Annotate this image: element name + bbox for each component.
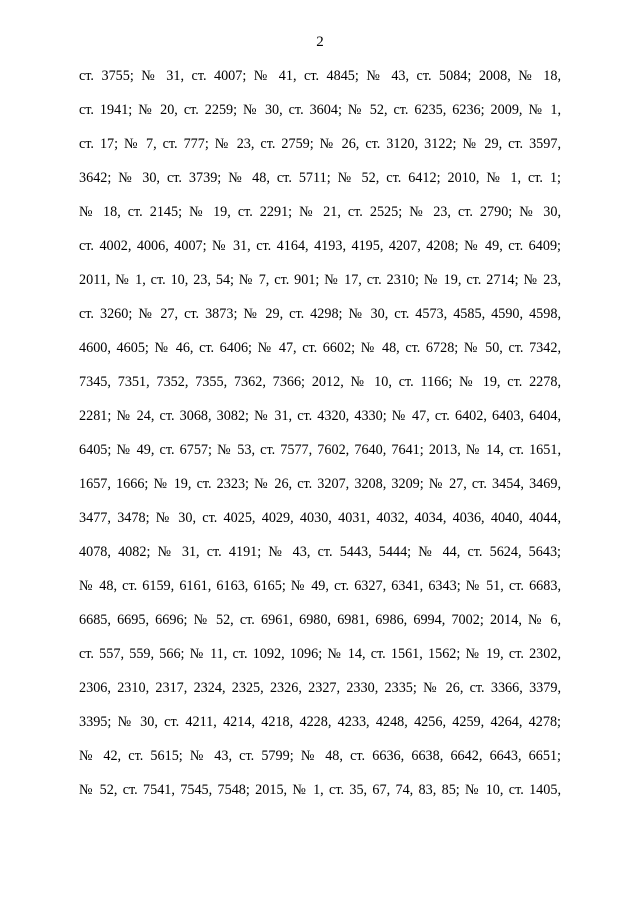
text-line: 4600, 4605; № 46, ст. 6406; № 47, ст. 6602; № 48, ст. 6728; № 50, ст. 7342, — [79, 340, 561, 356]
text-line: 1657, 1666; № 19, ст. 2323; № 26, ст. 3207, 3208, 3209; № 27, ст. 3454, 3469, — [79, 476, 561, 492]
text-line: 4078, 4082; № 31, ст. 4191; № 43, ст. 5443, 5444; № 44, ст. 5624, 5643; — [79, 544, 561, 560]
text-line: ст. 17; № 7, ст. 777; № 23, ст. 2759; № 26, ст. 3120, 3122; № 29, ст. 3597, — [79, 136, 561, 152]
text-line: 3477, 3478; № 30, ст. 4025, 4029, 4030, 4031, 4032, 4034, 4036, 4040, 4044, — [79, 510, 561, 526]
text-line: № 48, ст. 6159, 6161, 6163, 6165; № 49, ст. 6327, 6341, 6343; № 51, ст. 6683, — [79, 578, 561, 594]
text-line: 7345, 7351, 7352, 7355, 7362, 7366; 2012, № 10, ст. 1166; № 19, ст. 2278, — [79, 374, 561, 390]
text-line: 6405; № 49, ст. 6757; № 53, ст. 7577, 7602, 7640, 7641; 2013, № 14, ст. 1651, — [79, 442, 561, 458]
text-line: ст. 4002, 4006, 4007; № 31, ст. 4164, 4193, 4195, 4207, 4208; № 49, ст. 6409; — [79, 238, 561, 254]
text-line: ст. 3755; № 31, ст. 4007; № 41, ст. 4845; № 43, ст. 5084; 2008, № 18, — [79, 68, 561, 84]
text-line: 6685, 6695, 6696; № 52, ст. 6961, 6980, 6981, 6986, 6994, 7002; 2014, № 6, — [79, 612, 561, 628]
text-line: № 42, ст. 5615; № 43, ст. 5799; № 48, ст. 6636, 6638, 6642, 6643, 6651; — [79, 748, 561, 764]
text-line: ст. 3260; № 27, ст. 3873; № 29, ст. 4298; № 30, ст. 4573, 4585, 4590, 4598, — [79, 306, 561, 322]
text-line: 2306, 2310, 2317, 2324, 2325, 2326, 2327, 2330, 2335; № 26, ст. 3366, 3379, — [79, 680, 561, 696]
text-line: 3642; № 30, ст. 3739; № 48, ст. 5711; № 52, ст. 6412; 2010, № 1, ст. 1; — [79, 170, 561, 186]
text-line: № 52, ст. 7541, 7545, 7548; 2015, № 1, ст. 35, 67, 74, 83, 85; № 10, ст. 1405, — [79, 782, 561, 798]
text-line: 2281; № 24, ст. 3068, 3082; № 31, ст. 4320, 4330; № 47, ст. 6402, 6403, 6404, — [79, 408, 561, 424]
text-line: 2011, № 1, ст. 10, 23, 54; № 7, ст. 901; № 17, ст. 2310; № 19, ст. 2714; № 23, — [79, 272, 561, 288]
text-line: № 18, ст. 2145; № 19, ст. 2291; № 21, ст. 2525; № 23, ст. 2790; № 30, — [79, 204, 561, 220]
text-line: ст. 1941; № 20, ст. 2259; № 30, ст. 3604; № 52, ст. 6235, 6236; 2009, № 1, — [79, 102, 561, 118]
page-number: 2 — [316, 34, 324, 50]
text-line: 3395; № 30, ст. 4211, 4214, 4218, 4228, 4233, 4248, 4256, 4259, 4264, 4278; — [79, 714, 561, 730]
text-line: ст. 557, 559, 566; № 11, ст. 1092, 1096; № 14, ст. 1561, 1562; № 19, ст. 2302, — [79, 646, 561, 662]
